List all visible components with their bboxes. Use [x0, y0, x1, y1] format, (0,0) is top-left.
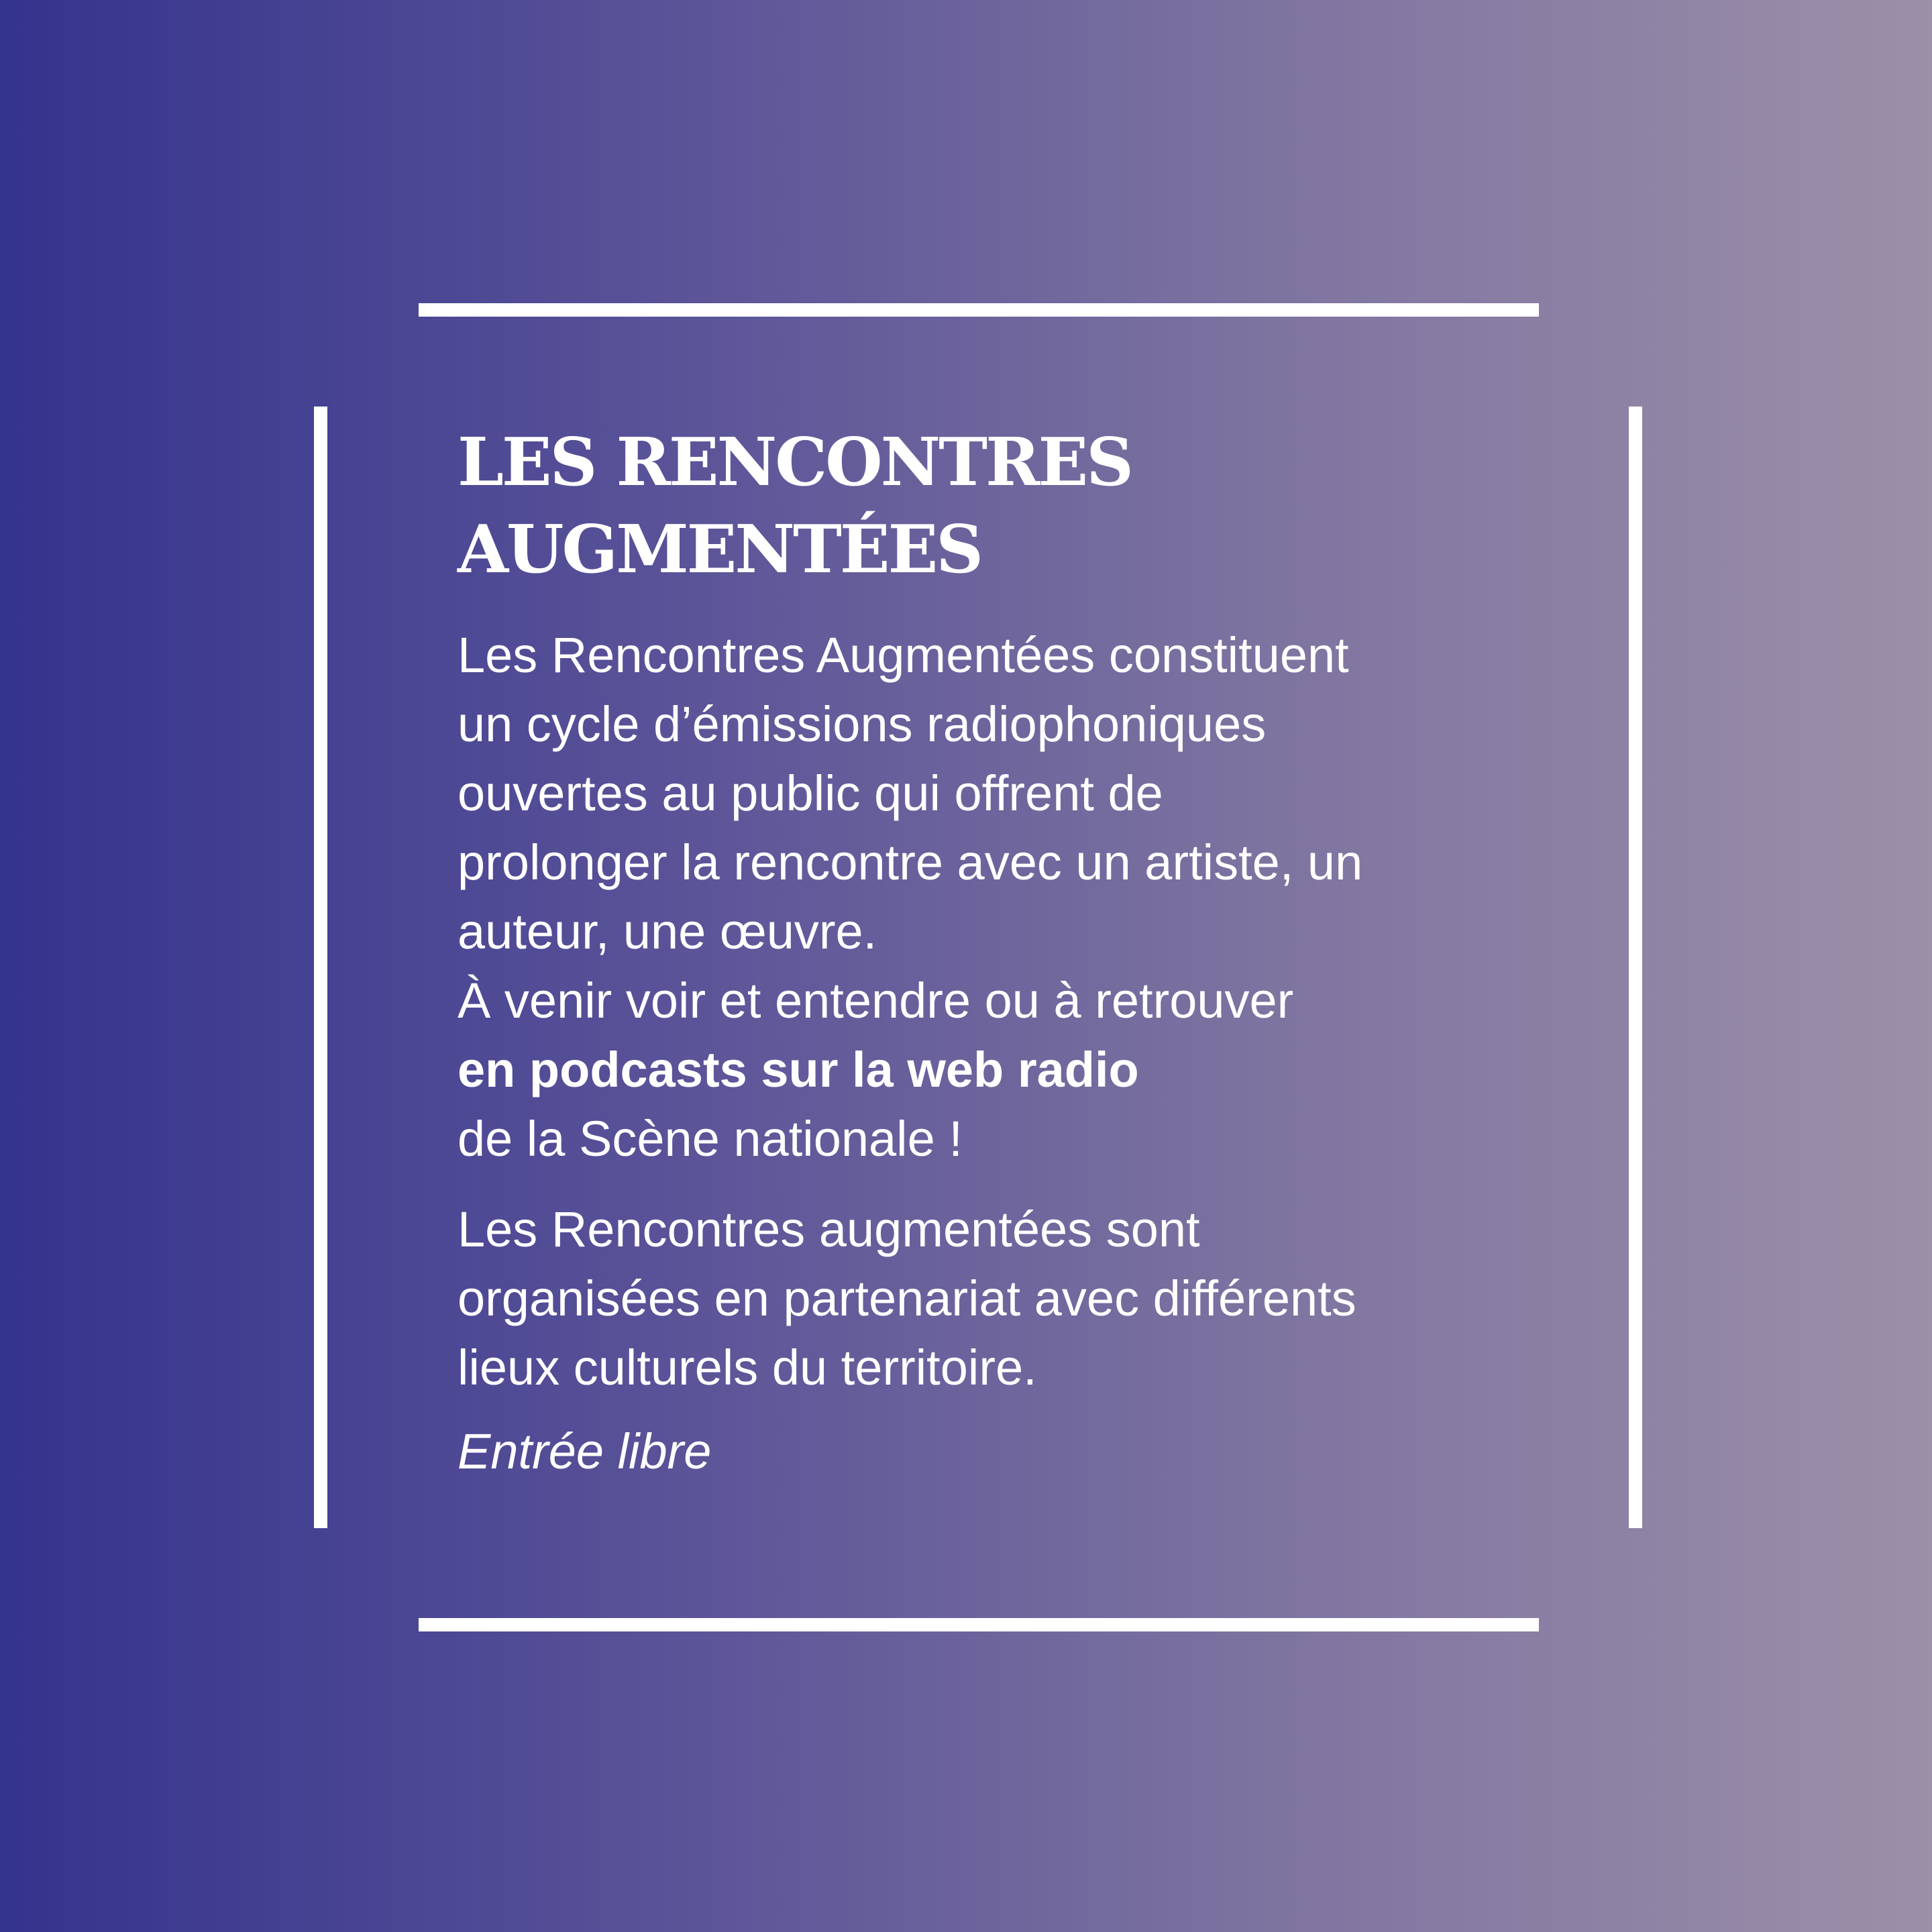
description-paragraph	[458, 621, 1517, 1173]
frame-bottom-line	[419, 1618, 1539, 1631]
title-line-1: LES RENCONTRES	[458, 424, 1132, 501]
description-line-6: À venir voir et entendre ou à retrouver	[458, 973, 1294, 1028]
title-line-2: AUGMENTÉES	[458, 511, 982, 588]
partnership-line-3: lieux culturels du territoire.	[458, 1340, 1037, 1395]
partnership-paragraph	[458, 1195, 1517, 1402]
content-block	[458, 419, 1517, 1486]
podcast-highlight: en podcasts sur la web radio	[458, 1042, 1139, 1097]
description-line-2: un cycle d’émissions radiophoniques	[458, 696, 1267, 752]
partnership-line-2: organisées en partenariat avec différents	[458, 1271, 1356, 1326]
frame-top-line	[419, 303, 1539, 317]
description-line-1: Les Rencontres Augmentées constituent	[458, 627, 1349, 683]
description-line-5: auteur, une œuvre.	[458, 904, 877, 959]
partnership-line-1: Les Rencontres augmentées sont	[458, 1201, 1200, 1257]
frame-left-line	[314, 407, 327, 1528]
entry-note: Entrée libre	[458, 1424, 712, 1479]
description-line-8: de la Scène nationale !	[458, 1111, 963, 1167]
frame-right-line	[1629, 407, 1642, 1528]
description-line-4: prolonger la rencontre avec un artiste, un	[458, 835, 1363, 890]
page-title	[458, 419, 1517, 594]
description-line-3: ouvertes au public qui offrent de	[458, 765, 1163, 821]
